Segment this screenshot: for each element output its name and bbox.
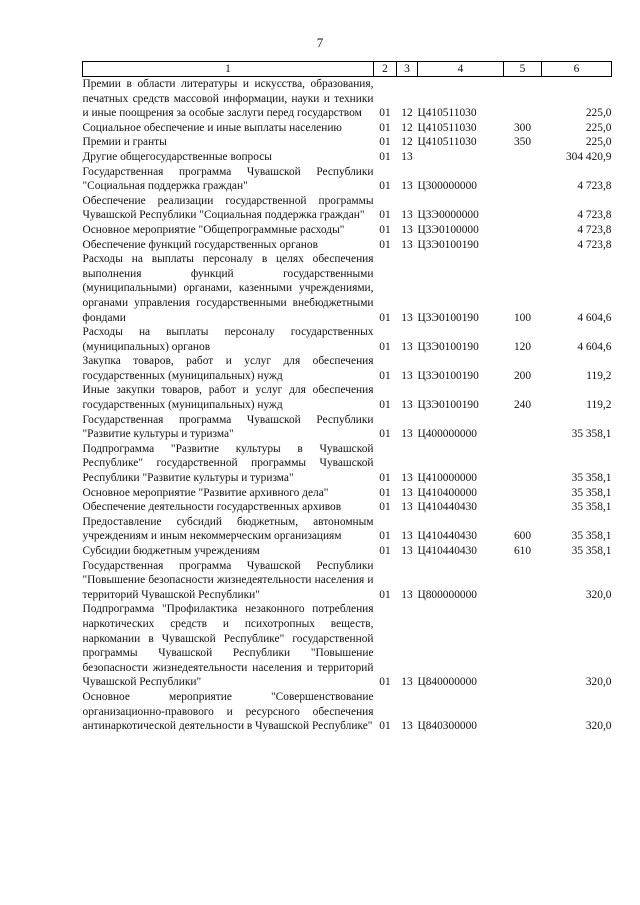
amount-cell: 35 358,1 [571, 428, 612, 441]
target-article-cell: Ц410440430 [417, 530, 477, 543]
expense-type-cell [504, 486, 542, 501]
header-cell: 3 [397, 62, 418, 77]
subsection-code-cell: 13 [401, 530, 413, 543]
table-row [83, 77, 612, 121]
amount-cell: 35 358,1 [571, 472, 612, 485]
amount-cell: 4 604,6 [577, 311, 612, 324]
subsection-code-cell: 13 [401, 588, 413, 601]
target-article-cell: Ц410440430 [417, 545, 477, 557]
table-row [83, 515, 612, 544]
subsection-code-cell: 13 [401, 501, 413, 514]
table-row [83, 165, 612, 194]
target-article-cell: Ц800000000 [417, 588, 477, 601]
amount-cell: 4 723,8 [577, 209, 612, 222]
section-code-cell: 01 [379, 501, 391, 514]
table-row [83, 238, 612, 253]
table-row [83, 544, 612, 559]
expense-type-cell [504, 559, 542, 603]
section-code-cell: 01 [379, 223, 391, 236]
section-code-cell: 01 [379, 238, 391, 251]
item-name-cell: Расходы на выплаты персоналу государственных (муниципальных) органов [82, 326, 374, 353]
subsection-code-cell: 13 [401, 545, 413, 557]
item-name-cell: Иные закупки товаров, работ и услуг для обеспечения государственных (муниципальных) нужд [82, 384, 374, 412]
section-code-cell: 01 [379, 530, 391, 543]
header-cell: 1 [83, 62, 374, 77]
subsection-code-cell: 13 [401, 369, 413, 382]
item-name-cell: Подпрограмма "Профилактика незаконного потребления наркотических средств и психотропных веществ, наркомании в Чувашской Республике" государственной программы Чувашской Республики "Повышение безопасности жизнедеятельности населения и территорий Чувашской Республики" [82, 603, 374, 689]
subsection-code-cell: 13 [401, 720, 413, 733]
table-row [83, 690, 612, 734]
section-code-cell: 01 [379, 545, 391, 557]
amount-cell: 320,0 [585, 720, 612, 733]
expense-type-cell [504, 500, 542, 515]
expense-type-cell: 350 [513, 136, 532, 149]
expense-type-cell [504, 194, 542, 223]
amount-cell: 119,2 [586, 399, 612, 412]
section-code-cell: 01 [379, 588, 391, 601]
target-article-cell: Ц410511030 [417, 121, 477, 134]
expense-type-cell [504, 150, 542, 165]
amount-cell: 320,0 [585, 588, 612, 601]
expense-type-cell: 120 [513, 340, 532, 353]
section-code-cell: 01 [379, 107, 391, 120]
expense-type-cell: 200 [513, 369, 532, 382]
table-row [83, 602, 612, 690]
item-name-cell: Обеспечение деятельности государственных архивов [82, 501, 342, 514]
amount-cell: 4 604,6 [577, 340, 612, 353]
item-name-cell: Социальное обеспечение и иные выплаты населению [82, 121, 342, 134]
table-row [83, 194, 612, 223]
item-name-cell: Предоставление субсидий бюджетным, автономным учреждениям и иным некоммерческим организациям [82, 515, 374, 543]
table-row [83, 354, 612, 383]
header-cell: 4 [418, 62, 504, 77]
expense-type-cell: 610 [513, 545, 532, 557]
item-name-cell: Государственная программа Чувашской Республики "Развитие культуры и туризма" [82, 413, 374, 441]
section-code-cell: 01 [379, 209, 391, 222]
expense-type-cell [504, 165, 542, 194]
subsection-code-cell: 12 [401, 121, 413, 134]
subsection-code-cell: 13 [401, 428, 413, 441]
table-row [83, 486, 612, 501]
subsection-code-cell: 13 [401, 150, 413, 163]
item-name-cell: Основное мероприятие "Общепрограммные расходы" [82, 223, 345, 236]
item-name-cell: Основное мероприятие "Развитие архивного дела" [82, 486, 329, 499]
subsection-code-cell: 13 [401, 180, 413, 193]
item-name-cell: Государственная программа Чувашской Республики "Социальная поддержка граждан" [82, 165, 374, 193]
target-article-cell: Ц3Э0100190 [417, 238, 479, 251]
subsection-code-cell: 12 [401, 107, 413, 120]
expense-type-cell [504, 602, 542, 690]
section-code-cell: 01 [379, 340, 391, 353]
section-code-cell: 01 [379, 369, 391, 382]
section-code-cell: 01 [379, 399, 391, 412]
subsection-code-cell: 13 [401, 486, 413, 499]
table-row [83, 252, 612, 325]
amount-cell: 35 358,1 [571, 545, 612, 557]
target-article-cell: Ц410440430 [417, 501, 477, 514]
target-article-cell: Ц3Э0100190 [417, 369, 479, 382]
item-name-cell: Другие общегосударственные вопросы [82, 150, 272, 163]
item-name-cell: Основное мероприятие "Совершенствование организационно-правового и ресурсного обеспечения антинаркотической деятельности в Чувашской Республике" [82, 690, 374, 733]
expense-type-cell [504, 442, 542, 486]
item-name-cell: Государственная программа Чувашской Республики "Повышение безопасности жизнедеятельности населения и территорий Чувашской Республики" [82, 559, 374, 601]
section-code-cell: 01 [379, 311, 391, 324]
item-name-cell: Подпрограмма "Развитие культуры в Чувашской Республике" государственной программы Чувашской Республики "Развитие культуры и туризма" [82, 442, 374, 485]
expense-type-cell: 600 [513, 530, 532, 543]
item-name-cell: Обеспечение реализации государственной программы Чувашской Республики "Социальная поддержка граждан" [82, 194, 374, 222]
header-cell: 2 [374, 62, 397, 77]
item-name-cell: Премии и гранты [82, 136, 167, 149]
section-code-cell: 01 [379, 472, 391, 485]
section-code-cell: 01 [379, 486, 391, 499]
section-code-cell: 01 [379, 428, 391, 441]
table-row [83, 559, 612, 603]
expense-type-cell: 240 [513, 399, 532, 412]
table-row [83, 223, 612, 238]
subsection-code-cell: 13 [401, 472, 413, 485]
subsection-code-cell: 13 [401, 223, 413, 236]
target-article-cell: Ц3Э0100000 [417, 223, 479, 236]
header-cell: 6 [542, 62, 612, 77]
expense-type-cell: 100 [513, 311, 532, 324]
item-name-cell: Закупка товаров, работ и услуг для обеспечения государственных (муниципальных) нужд [82, 355, 374, 382]
expense-type-cell [504, 413, 542, 442]
subsection-code-cell: 13 [401, 238, 413, 251]
amount-cell: 119,2 [586, 369, 612, 382]
item-name-cell: Расходы на выплаты персоналу в целях обеспечения выполнения функций государственными (муниципальными) органами, казенными учреждениями, органами управления государственными внебюджетными фондами [82, 253, 374, 324]
target-article-cell [418, 150, 504, 165]
table-row [83, 325, 612, 354]
section-code-cell: 01 [379, 150, 391, 163]
subsection-code-cell: 13 [401, 311, 413, 324]
budget-table [82, 61, 612, 734]
section-code-cell: 01 [379, 720, 391, 733]
expense-type-cell [504, 690, 542, 734]
table-row [83, 442, 612, 486]
subsection-code-cell: 13 [401, 399, 413, 412]
item-name-cell: Субсидии бюджетным учреждениям [82, 545, 260, 557]
section-code-cell: 01 [379, 180, 391, 193]
target-article-cell: Ц3Э0100190 [417, 340, 479, 353]
section-code-cell: 01 [379, 676, 391, 689]
section-code-cell: 01 [379, 121, 391, 134]
subsection-code-cell: 13 [401, 209, 413, 222]
header-cell: 5 [504, 62, 542, 77]
target-article-cell: Ц3Э0100190 [417, 399, 479, 412]
expense-type-cell [504, 238, 542, 253]
amount-cell: 4 723,8 [577, 223, 612, 236]
amount-cell: 4 723,8 [577, 180, 612, 193]
target-article-cell: Ц840000000 [417, 676, 477, 689]
amount-cell: 35 358,1 [571, 501, 612, 514]
table-body [83, 77, 612, 734]
table-header-row [83, 62, 612, 77]
amount-cell: 225,0 [585, 107, 612, 120]
table-row [83, 150, 612, 165]
subsection-code-cell: 13 [401, 676, 413, 689]
amount-cell: 35 358,1 [571, 530, 612, 543]
amount-cell: 35 358,1 [571, 486, 612, 499]
amount-cell: 320,0 [585, 676, 612, 689]
target-article-cell: Ц410511030 [417, 107, 477, 120]
target-article-cell: Ц400000000 [417, 428, 477, 441]
target-article-cell: Ц410511030 [417, 136, 477, 149]
amount-cell: 225,0 [585, 121, 612, 134]
target-article-cell: Ц300000000 [417, 180, 477, 193]
amount-cell: 304 420,9 [565, 150, 612, 163]
item-name-cell: Премии в области литературы и искусства, образования, печатных средств массовой информации, науки и техники и иные поощрения за особые заслуги перед государством [82, 78, 374, 120]
table-row [83, 135, 612, 150]
subsection-code-cell: 13 [401, 340, 413, 353]
amount-cell: 4 723,8 [577, 238, 612, 251]
page-number: 7 [316, 35, 324, 50]
target-article-cell: Ц410000000 [417, 472, 477, 485]
target-article-cell: Ц3Э0100190 [417, 311, 479, 324]
expense-type-cell [504, 77, 542, 121]
expense-type-cell: 300 [513, 121, 532, 134]
table-row [83, 413, 612, 442]
table-row [83, 383, 612, 412]
table-row [83, 500, 612, 515]
section-code-cell: 01 [379, 136, 391, 149]
item-name-cell: Обеспечение функций государственных органов [82, 238, 318, 251]
table-row [83, 121, 612, 136]
subsection-code-cell: 12 [401, 136, 413, 149]
expense-type-cell [504, 223, 542, 238]
target-article-cell: Ц410400000 [417, 486, 477, 499]
target-article-cell: Ц3Э0000000 [417, 209, 479, 222]
amount-cell: 225,0 [585, 136, 612, 149]
target-article-cell: Ц840300000 [417, 720, 477, 733]
